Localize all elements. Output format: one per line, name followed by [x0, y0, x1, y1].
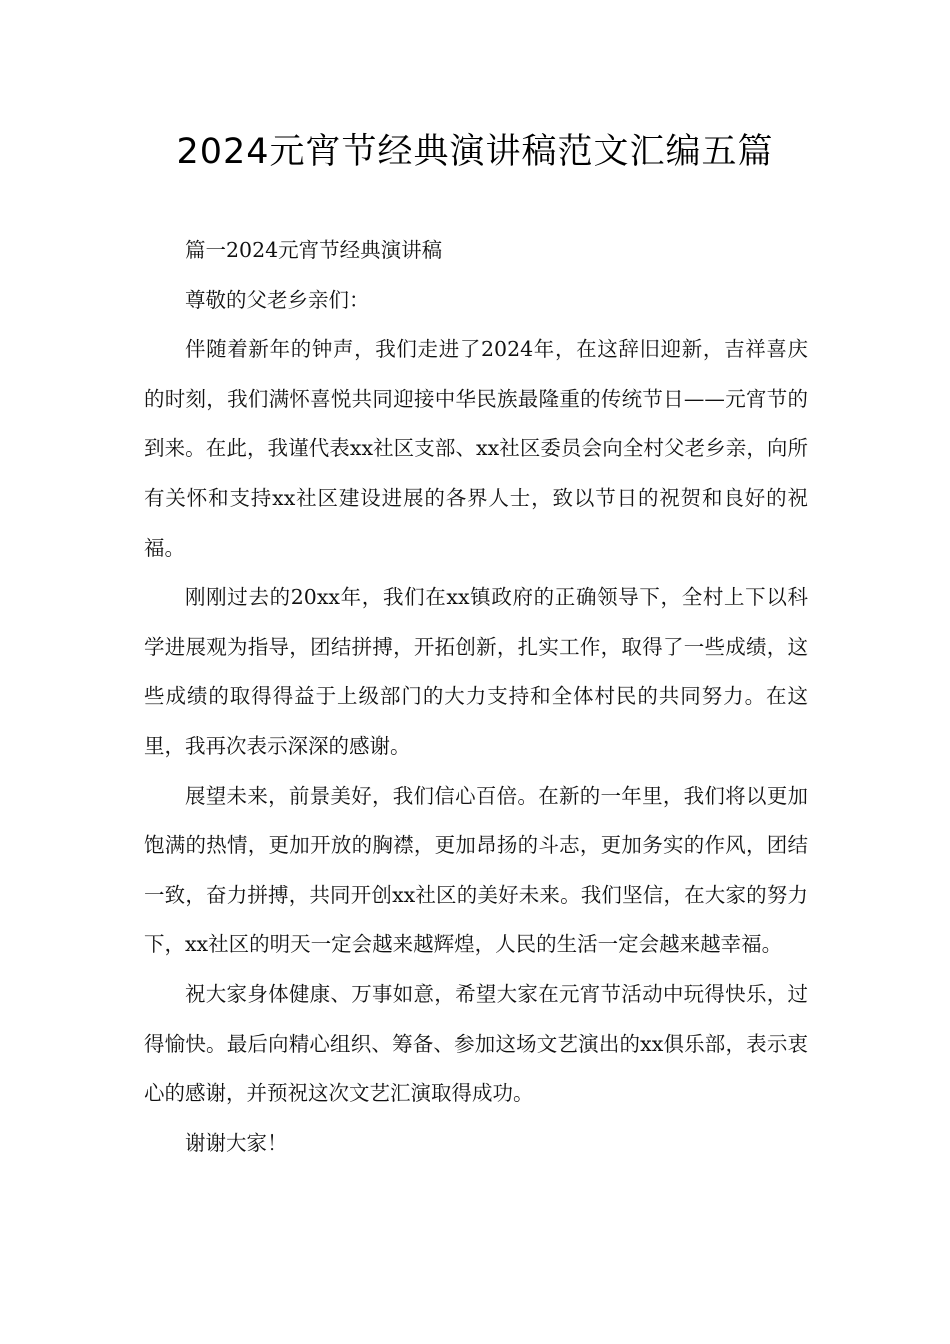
section-heading: 篇一2024元宵节经典演讲稿: [185, 238, 443, 262]
body-paragraph: 伴随着新年的钟声，我们走进了2024年，在这辞旧迎新，吉祥喜庆的时刻，我们满怀喜悦共同迎接中华民族最隆重的传统节日——元宵节的到来。在此，我谨代表xx社区支部、xx社区委员会向全村父老乡亲，向所有关怀和支持xx社区建设进展的各界人士，致以节日的祝贺和良好的祝福。: [144, 337, 808, 560]
body-paragraph: 祝大家身体健康、万事如意，希望大家在元宵节活动中玩得快乐，过得愉快。最后向精心组织、筹备、参加这场文艺演出的xx俱乐部，表示衷心的感谢，并预祝这次文艺汇演取得成功。: [144, 981, 808, 1106]
body-paragraph: 刚刚过去的20xx年，我们在xx镇政府的正确领导下，全村上下以科学进展观为指导，团结拼搏，开拓创新，扎实工作，取得了一些成绩，这些成绩的取得得益于上级部门的大力支持和全体村民的共同努力。在这里，我再次表示深深的感谢。: [144, 585, 808, 758]
salutation: 尊敬的父老乡亲们：: [185, 287, 370, 312]
document-body: [144, 226, 808, 1168]
body-paragraph: 展望未来，前景美好，我们信心百倍。在新的一年里，我们将以更加饱满的热情，更加开放的胸襟，更加昂扬的斗志，更加务实的作风，团结一致，奋力拼搏，共同开创xx社区的美好未来。我们坚信，在大家的努力下，xx社区的明天一定会越来越辉煌，人民的生活一定会越来越幸福。: [144, 783, 808, 957]
closing-line: 谢谢大家！: [185, 1130, 288, 1155]
document-title: 2024元宵节经典演讲稿范文汇编五篇: [176, 132, 774, 172]
